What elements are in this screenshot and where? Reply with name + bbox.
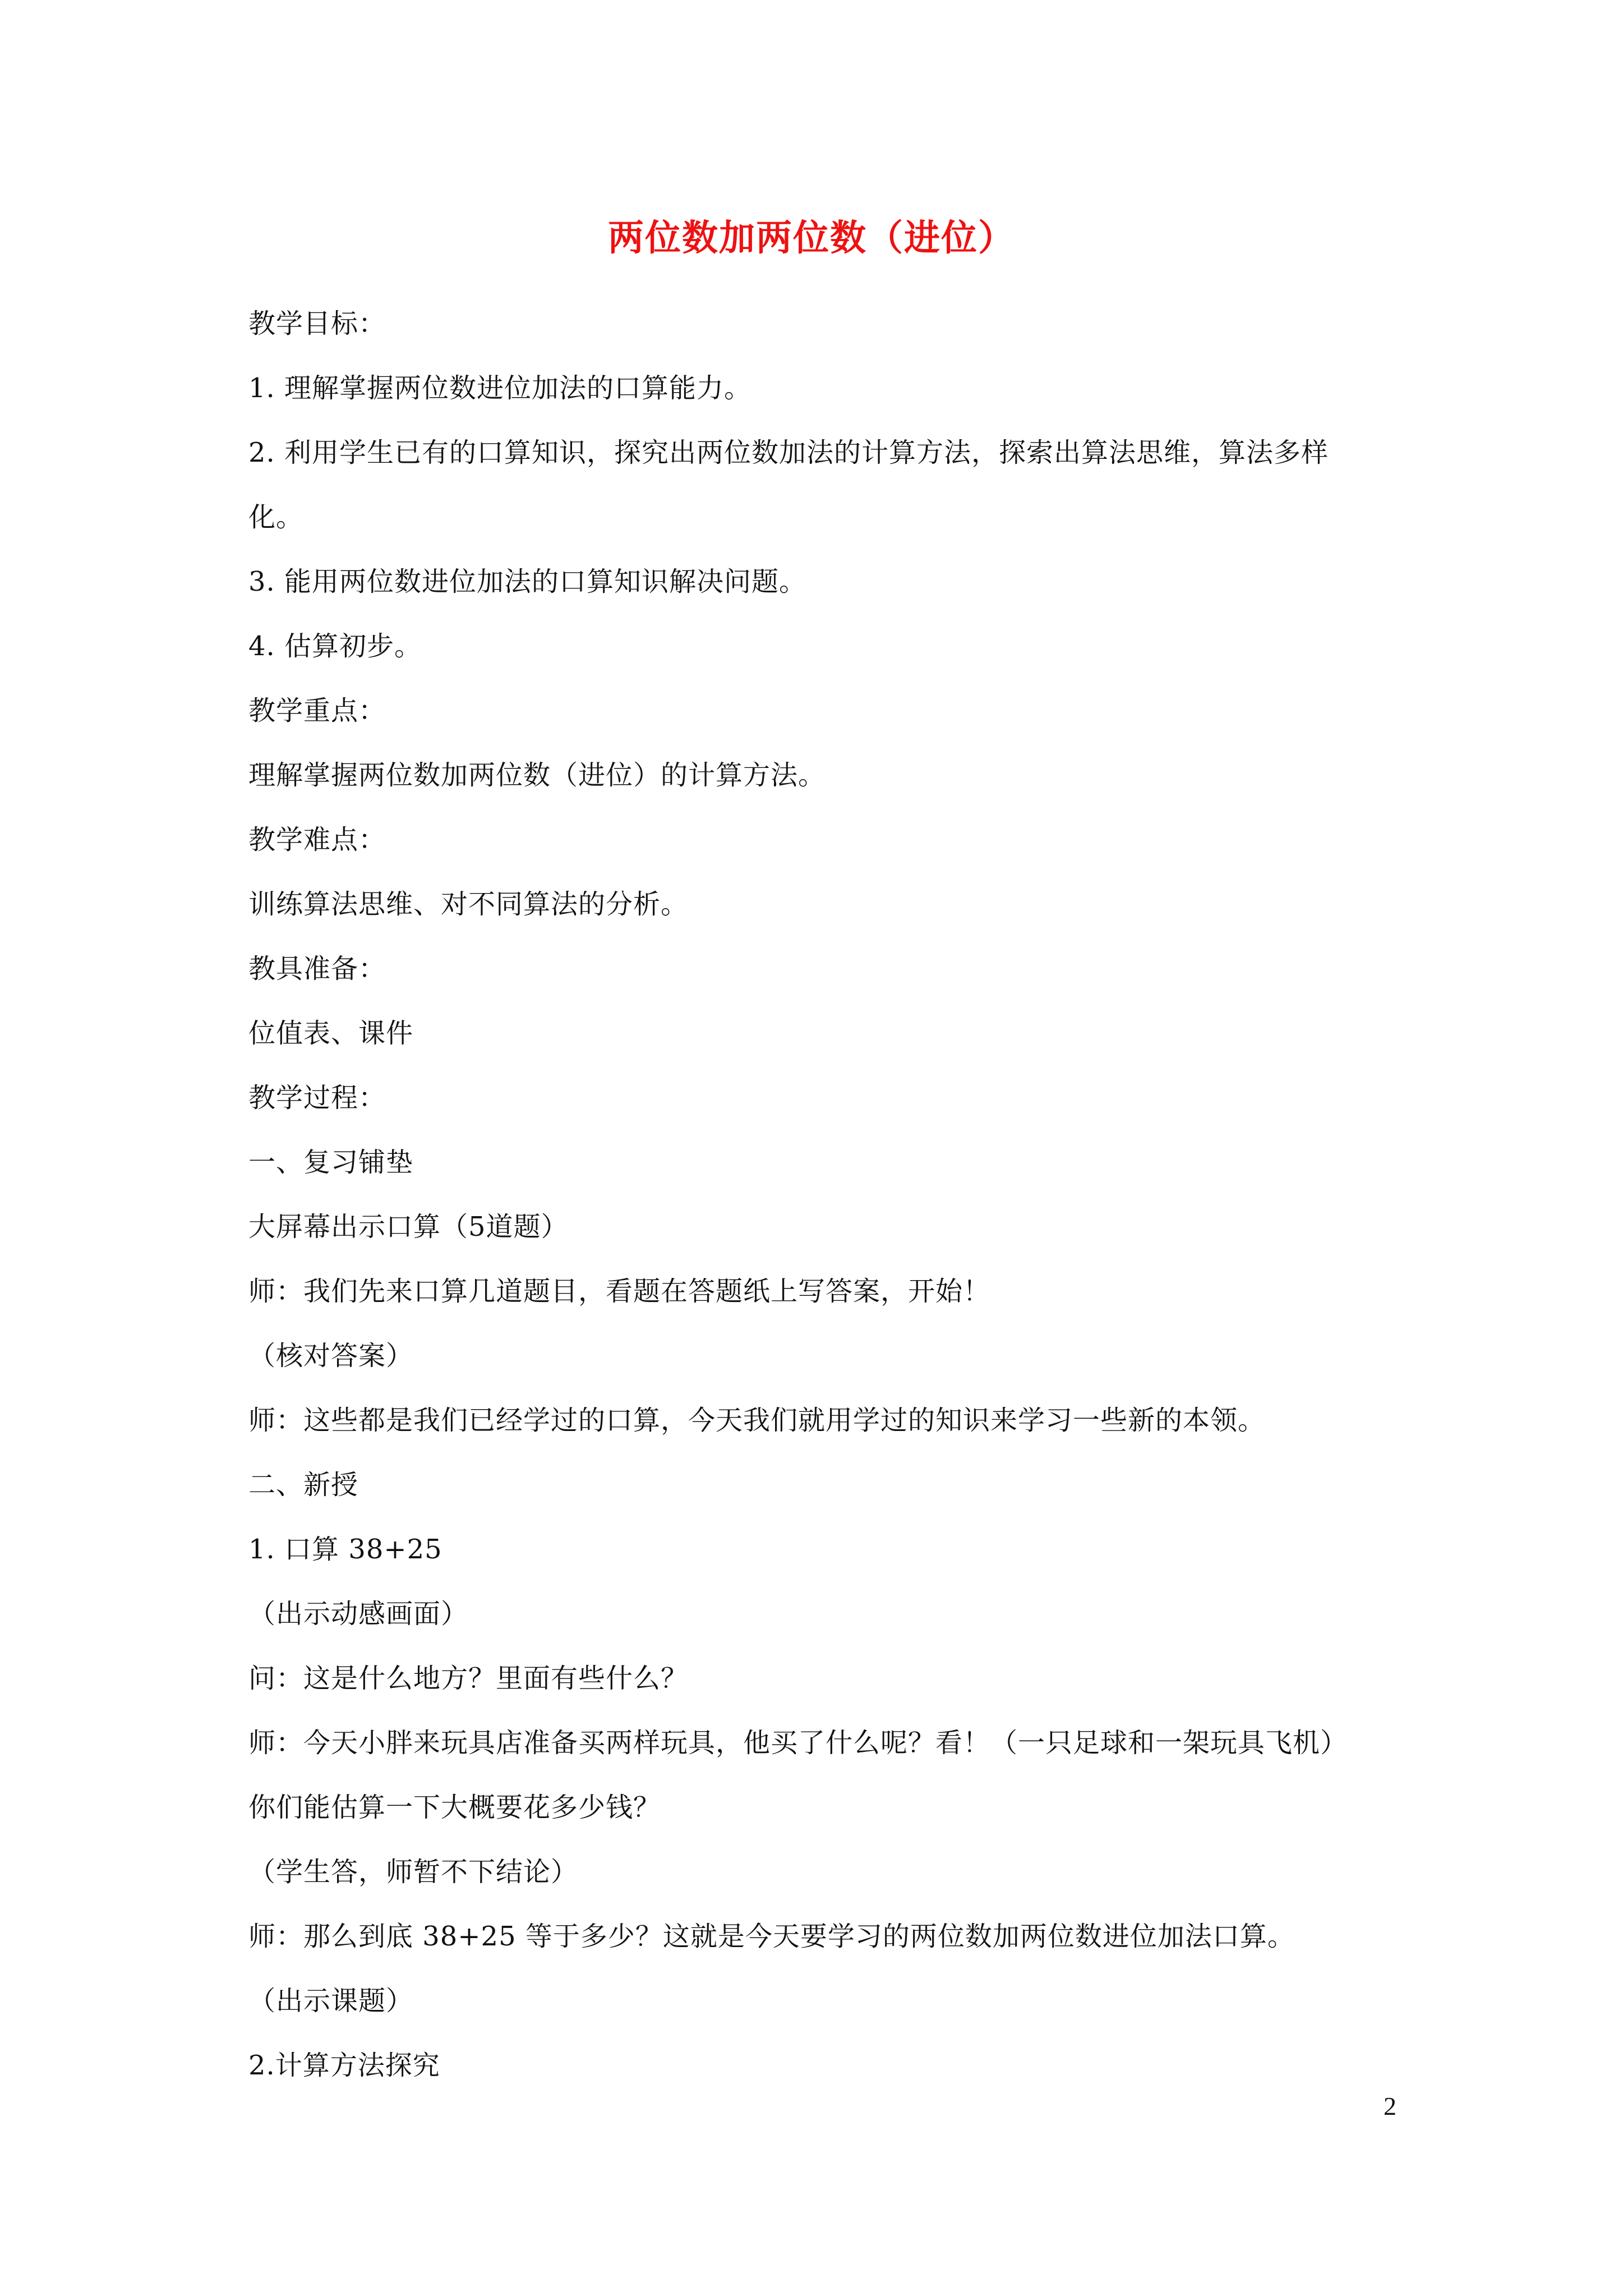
section-heading-process: 教学过程： bbox=[248, 1082, 386, 1114]
process-step-review: 一、复习铺垫 bbox=[248, 1147, 414, 1178]
process-line: 大屏幕出示口算（5道题） bbox=[248, 1211, 569, 1243]
objective-item-2-continued: 化。 bbox=[248, 501, 304, 533]
section-heading-objectives: 教学目标： bbox=[248, 308, 386, 339]
objective-item-4: 4. 估算初步。 bbox=[248, 631, 422, 662]
process-line: 师：今天小胖来玩具店准备买两样玩具，他买了什么呢？看！（一只足球和一架玩具飞机） bbox=[248, 1727, 1348, 1759]
process-line: 1. 口算 38+25 bbox=[248, 1534, 442, 1565]
process-line: 2.计算方法探究 bbox=[248, 2050, 440, 2081]
process-line: 师：这些都是我们已经学过的口算，今天我们就用学过的知识来学习一些新的本领。 bbox=[248, 1405, 1266, 1436]
document-title: 两位数加两位数（进位） bbox=[608, 217, 1015, 259]
key-points-text: 理解掌握两位数加两位数（进位）的计算方法。 bbox=[248, 760, 826, 791]
objective-item-1: 1. 理解掌握两位数进位加法的口算能力。 bbox=[248, 372, 752, 404]
process-line: 师：我们先来口算几道题目，看题在答题纸上写答案，开始！ bbox=[248, 1276, 991, 1307]
process-line: 问：这是什么地方？里面有些什么？ bbox=[248, 1663, 689, 1694]
materials-text: 位值表、课件 bbox=[248, 1018, 414, 1049]
section-heading-materials: 教具准备： bbox=[248, 953, 386, 984]
section-heading-key-points: 教学重点： bbox=[248, 695, 386, 726]
process-step-new-lesson: 二、新授 bbox=[248, 1469, 359, 1501]
process-line: （学生答，师暂不下结论） bbox=[248, 1856, 579, 1888]
process-line: 师：那么到底 38+25 等于多少？这就是今天要学习的两位数加两位数进位加法口算。 bbox=[248, 1921, 1295, 1952]
process-line: （出示动感画面） bbox=[248, 1598, 469, 1630]
process-line: （出示课题） bbox=[248, 1985, 414, 2017]
objective-item-3: 3. 能用两位数进位加法的口算知识解决问题。 bbox=[248, 566, 807, 597]
process-line: （核对答案） bbox=[248, 1340, 414, 1372]
document-body bbox=[248, 292, 1393, 2098]
objective-item-2: 2. 利用学生已有的口算知识，探究出两位数加法的计算方法，探索出算法思维，算法多样 bbox=[248, 437, 1329, 468]
section-heading-difficulties: 教学难点： bbox=[248, 824, 386, 855]
difficulties-text: 训练算法思维、对不同算法的分析。 bbox=[248, 889, 689, 920]
page-number: 2 bbox=[1384, 2092, 1396, 2120]
process-line: 你们能估算一下大概要花多少钱？ bbox=[248, 1792, 661, 1823]
